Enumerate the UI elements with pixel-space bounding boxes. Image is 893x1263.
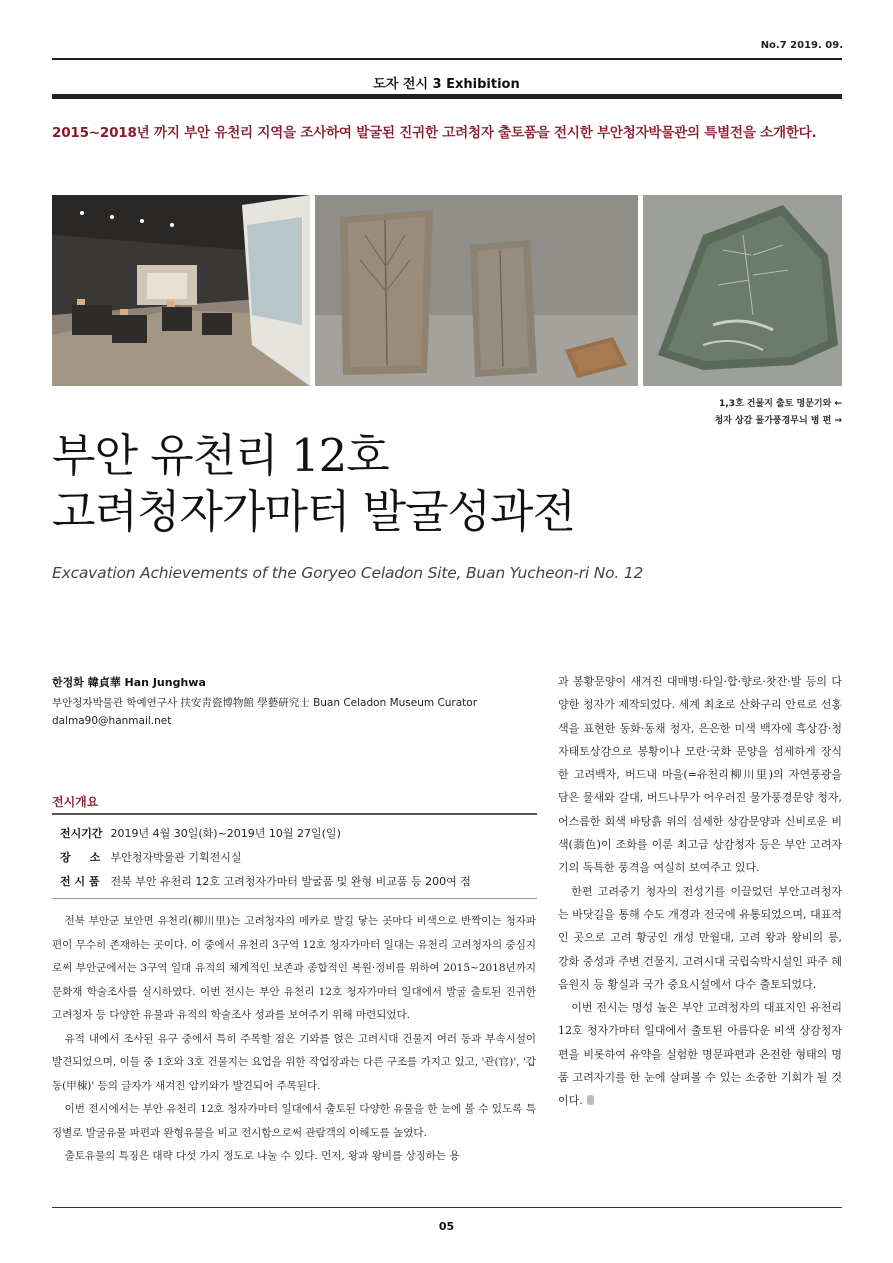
celadon-fragment-photo xyxy=(643,195,842,386)
body-paragraph: 과 봉황문양이 새겨진 대매병·타일·합·향로·찻잔·발 등의 다양한 청자가 제작되었다. 세계 최초로 산화구리 안료로 선홍색을 표현한 동화·동채 청자, 은은한 미색 백자에 흑상감·청자태토상감으로 봉황이나 모란·국화 문양을 섬세하게 장식한 고려백자, 버드내 마을(=유천리柳川里)의 자연풍광을 담은 물새와 갈대, 버드나무가 어우러진 물가풍경문양 청자, 어스름한 회색 바탕흙 위의 섬세한 상감문양과 신비로운 비색(翡色)이 조화를 이룬 최고급 상감청자 등은 부안 고려자기의 독특한 풍격을 여실히 보여주고 있다. xyxy=(558,675,842,875)
overview-heading: 전시개요 xyxy=(52,795,99,809)
section-rule xyxy=(52,94,842,99)
overview-value: 전북 부안 유천리 12호 고려청자가마터 발굴품 및 완형 비교품 등 200여 점 xyxy=(110,875,471,888)
body-paragraph: 유적 내에서 조사된 유구 중에서 특히 주목할 점은 기와를 얹은 고려시대 건물지 여러 동과 부속시설이 발견되었으며, 이들 중 1호와 3호 건물지는 요업을 위한 작업장과는 다른 구조를 가지고 있고, '관(官)', '갑동(甲棟)' 등의 글자가 새겨진 암키와가 발견되어 주목된다. xyxy=(52,1032,536,1092)
footer-rule xyxy=(52,1207,842,1208)
overview-row-venue xyxy=(60,849,242,865)
title-line2: 고려청자가마터 발굴성과전 xyxy=(52,485,575,538)
body-paragraph: 전북 부안군 보안면 유천리(柳川里)는 고려청자의 메카로 발길 닿는 곳마다 비색으로 반짝이는 청자파편이 무수히 존재하는 곳이다. 이 중에서 유천리 3구역 12호 청자가마터 일대는 유천리 고려청자의 중심지로써 부안군에서는 3구역 일대 유적의 체계적인 보존과 종합적인 복원·정비를 위하여 2015~2018년까지 문화재 학술조사를 실시하였다. 이번 전시는 부안 유천리 12호 청자가마터 일대에서 발굴 출토된 진귀한 고려청자 등 다양한 유물과 유적의 학술조사 성과를 보여주기 위해 마련되었다. xyxy=(52,915,536,1021)
overview-row-items xyxy=(60,873,471,889)
body-column-right xyxy=(558,670,842,1113)
overview-value: 2019년 4월 30일(화)~2019년 10월 27일(일) xyxy=(110,827,341,840)
overview-row-period xyxy=(60,825,341,841)
article-subtitle: Excavation Achievements of the Goryeo Celadon Site, Buan Yucheon-ri No. 12 xyxy=(52,564,644,582)
body-paragraph-text: 이번 전시는 명성 높은 부안 고려청자의 대표지인 유천리 12호 청자가마터 일대에서 출토된 아름다운 비색 상감청자 편을 비롯하여 유약을 실험한 명문파편과 온전한 형태의 명품 고려자기를 한 눈에 살펴볼 수 있는 소중한 기회가 될 것이다. xyxy=(558,1001,842,1108)
end-mark-icon xyxy=(587,1095,594,1105)
overview-top-rule xyxy=(52,813,537,815)
overview-key: 장 소 xyxy=(60,851,101,864)
article-title xyxy=(52,428,575,540)
body-paragraph: 한편 고려중기 청자의 전성기를 이끌었던 부안고려청자는 바닷길을 통해 수도 개경과 전국에 유통되었으며, 대표적인 곳으로 고려 황궁인 개성 만월대, 고려 왕과 왕비의 릉, 강화 중성과 주변 건물지, 고려시대 국립숙박시설인 파주 혜음원지 등 황실과 국가 중요시설에서 다수 출토되었다. xyxy=(558,884,842,991)
title-line1: 부안 유천리 12호 xyxy=(52,429,389,482)
exhibition-hall-photo xyxy=(52,195,310,386)
author-name: 한정화 韓貞華 Han Junghwa xyxy=(52,676,206,689)
photo-caption-line1: 1,3호 건물지 출토 명문기와 ← xyxy=(719,399,842,409)
overview-bottom-rule xyxy=(52,898,537,899)
overview-value: 부안청자박물관 기획전시실 xyxy=(110,851,242,864)
inscribed-roof-tile-photo xyxy=(315,195,638,386)
body-paragraph: 출토유물의 특징은 대략 다섯 가지 정도로 나눌 수 있다. 먼저, 왕과 왕비를 상징하는 용 xyxy=(64,1150,460,1162)
author-email[interactable]: dalma90@hanmail.net xyxy=(52,715,172,727)
overview-key: 전시기간 xyxy=(60,827,103,840)
header-rule xyxy=(52,58,842,60)
body-column-left xyxy=(52,910,536,1169)
overview-key: 전 시 품 xyxy=(60,875,100,888)
page-number: 05 xyxy=(438,1220,455,1233)
lead-text: 2015~2018년 까지 부안 유천리 지역을 조사하여 발굴된 진귀한 고려청자 출토품을 전시한 부안청자박물관의 특별전을 소개한다. xyxy=(52,125,817,141)
body-paragraph: 이번 전시에서는 부안 유천리 12호 청자가마터 일대에서 출토된 다양한 유물을 한 눈에 볼 수 있도록 특징별로 발굴유물 파편과 완형유물을 비교 전시함으로써 관람객의 이해도를 높였다. xyxy=(52,1103,536,1139)
photo-caption-line2: 청자 상감 물가풍경무늬 병 편 → xyxy=(714,416,842,426)
body-paragraph xyxy=(558,996,842,1112)
author-affiliation: 부안청자박물관 학예연구사 扶安靑瓷博物館 學藝硏究士 Buan Celadon Museum Curator xyxy=(52,697,478,709)
section-label: 도자 전시 3 Exhibition xyxy=(373,77,520,92)
issue-number: No.7 2019. 09. xyxy=(760,40,843,51)
